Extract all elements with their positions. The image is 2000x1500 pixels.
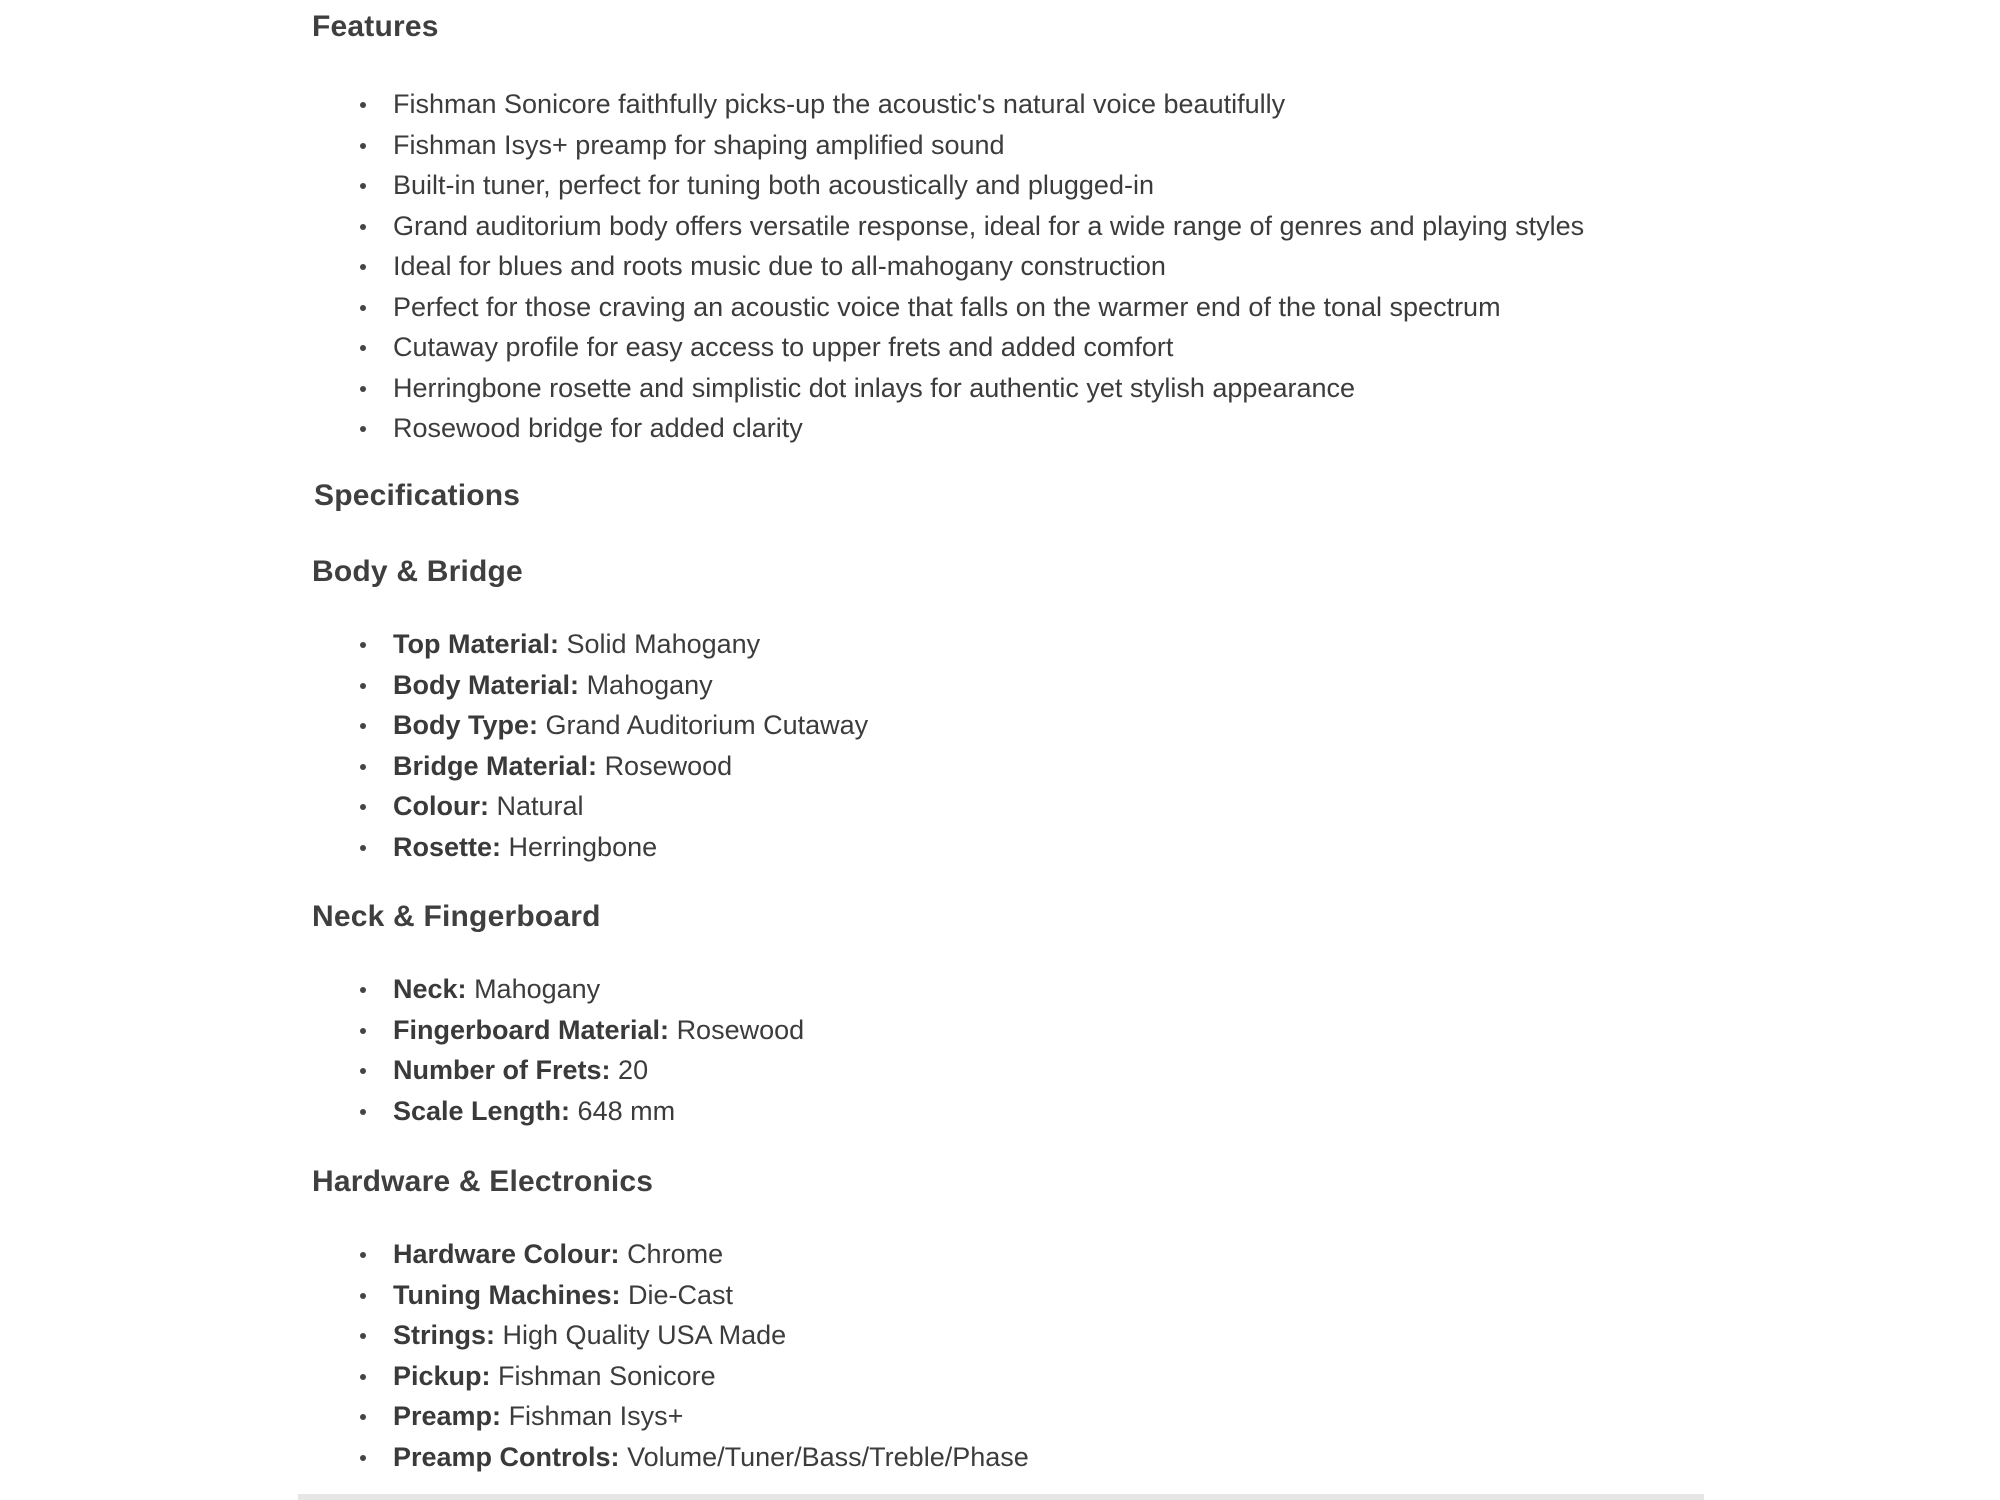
spec-item: [360, 1437, 1029, 1478]
bullet-icon: [360, 345, 366, 351]
spec-item: [360, 746, 868, 787]
feature-text: Fishman Isys+ preamp for shaping amplified sound: [393, 129, 1005, 160]
spec-key: Hardware Colour:: [393, 1239, 620, 1269]
spec-value: Grand Auditorium Cutaway: [545, 710, 869, 740]
bullet-icon: [360, 1252, 366, 1258]
spec-item: [360, 827, 868, 868]
bullet-icon: [360, 386, 366, 392]
spec-key: Colour:: [393, 791, 489, 821]
spec-value: Fishman Isys+: [508, 1401, 684, 1431]
features-heading: Features: [312, 10, 439, 43]
spec-key: Number of Frets:: [393, 1055, 611, 1085]
feature-item: [360, 408, 1584, 449]
feature-text: Perfect for those craving an acoustic voice that falls on the warmer end of the tonal spectrum: [393, 291, 1501, 322]
spec-key: Pickup:: [393, 1360, 491, 1391]
spec-value: Die-Cast: [628, 1279, 734, 1310]
spec-value: Fishman Sonicore: [498, 1360, 716, 1391]
spec-value: Herringbone: [508, 831, 658, 862]
specifications-heading: Specifications: [314, 479, 521, 512]
feature-item: [360, 206, 1584, 247]
bullet-icon: [360, 1455, 366, 1461]
bullet-icon: [360, 642, 366, 648]
spec-item: [360, 624, 868, 665]
bullet-icon: [360, 1374, 366, 1380]
bullet-icon: [360, 723, 366, 729]
spec-item: [360, 1010, 804, 1051]
feature-text: Grand auditorium body offers versatile response, ideal for a wide range of genres and playing styles: [393, 210, 1585, 241]
feature-item: [360, 84, 1584, 125]
bullet-icon: [360, 764, 366, 770]
spec-value: High Quality USA Made: [502, 1320, 787, 1350]
bullet-icon: [360, 1028, 366, 1034]
bullet-icon: [360, 987, 366, 993]
spec-key: Rosette:: [393, 831, 502, 862]
feature-item: [360, 368, 1584, 409]
feature-text: Herringbone rosette and simplistic dot inlays for authentic yet stylish appearance: [393, 372, 1356, 403]
bullet-icon: [360, 183, 366, 189]
bullet-icon: [360, 1333, 366, 1339]
spec-key: Fingerboard Material:: [393, 1014, 670, 1045]
spec-item: [360, 969, 804, 1010]
spec-key: Bridge Material:: [393, 750, 598, 781]
bullet-icon: [360, 305, 366, 311]
bullet-icon: [360, 804, 366, 810]
hardware-electronics-list: [360, 1234, 1029, 1477]
spec-item: [360, 665, 868, 706]
feature-text: Ideal for blues and roots music due to all-mahogany construction: [393, 251, 1166, 281]
spec-item: [360, 1315, 1029, 1356]
spec-item: [360, 1396, 1029, 1437]
feature-item: [360, 165, 1584, 206]
spec-key: Top Material:: [393, 629, 560, 659]
feature-item: [360, 125, 1584, 166]
bullet-icon: [360, 102, 366, 108]
spec-value: Volume/Tuner/Bass/Treble/Phase: [627, 1441, 1029, 1472]
hardware-electronics-heading: Hardware & Electronics: [312, 1165, 654, 1198]
spec-value: 20: [618, 1055, 649, 1085]
spec-item: [360, 786, 868, 827]
feature-text: Fishman Sonicore faithfully picks-up the acoustic's natural voice beautifully: [393, 89, 1286, 119]
bullet-icon: [360, 224, 366, 230]
spec-key: Body Type:: [393, 710, 539, 740]
feature-item: [360, 287, 1584, 328]
spec-key: Preamp:: [393, 1401, 502, 1431]
bullet-icon: [360, 1293, 366, 1299]
features-list: [360, 84, 1584, 449]
feature-text: Cutaway profile for easy access to upper frets and added comfort: [393, 332, 1174, 362]
body-bridge-list: [360, 624, 868, 867]
spec-value: Solid Mahogany: [566, 629, 761, 659]
bullet-icon: [360, 426, 366, 432]
spec-value: Chrome: [627, 1239, 724, 1269]
feature-text: Rosewood bridge for added clarity: [393, 413, 803, 443]
feature-text: Built-in tuner, perfect for tuning both acoustically and plugged-in: [393, 170, 1154, 200]
spec-key: Neck:: [393, 974, 467, 1004]
spec-key: Preamp Controls:: [393, 1441, 620, 1472]
spec-value: Mahogany: [474, 974, 601, 1004]
bullet-icon: [360, 845, 366, 851]
neck-fingerboard-heading: Neck & Fingerboard: [312, 900, 601, 933]
bullet-icon: [360, 1414, 366, 1420]
spec-item: [360, 1091, 804, 1132]
bullet-icon: [360, 143, 366, 149]
spec-item: [360, 1356, 1029, 1397]
feature-item: [360, 327, 1584, 368]
spec-item: [360, 1234, 1029, 1275]
spec-value: Rosewood: [604, 750, 733, 781]
bottom-divider: [298, 1494, 1704, 1500]
feature-item: [360, 246, 1584, 287]
spec-value: Natural: [496, 791, 584, 821]
body-bridge-heading: Body & Bridge: [312, 555, 523, 588]
bullet-icon: [360, 1068, 366, 1074]
spec-value: 648 mm: [577, 1095, 676, 1126]
spec-value: Rosewood: [676, 1014, 805, 1045]
spec-item: [360, 1050, 804, 1091]
bullet-icon: [360, 683, 366, 689]
bullet-icon: [360, 1109, 366, 1115]
spec-item: [360, 705, 868, 746]
spec-key: Tuning Machines:: [393, 1279, 621, 1310]
spec-item: [360, 1275, 1029, 1316]
bullet-icon: [360, 264, 366, 270]
neck-fingerboard-list: [360, 969, 804, 1131]
spec-value: Mahogany: [586, 669, 713, 700]
spec-key: Scale Length:: [393, 1095, 571, 1126]
spec-key: Strings:: [393, 1320, 496, 1350]
spec-key: Body Material:: [393, 669, 580, 700]
